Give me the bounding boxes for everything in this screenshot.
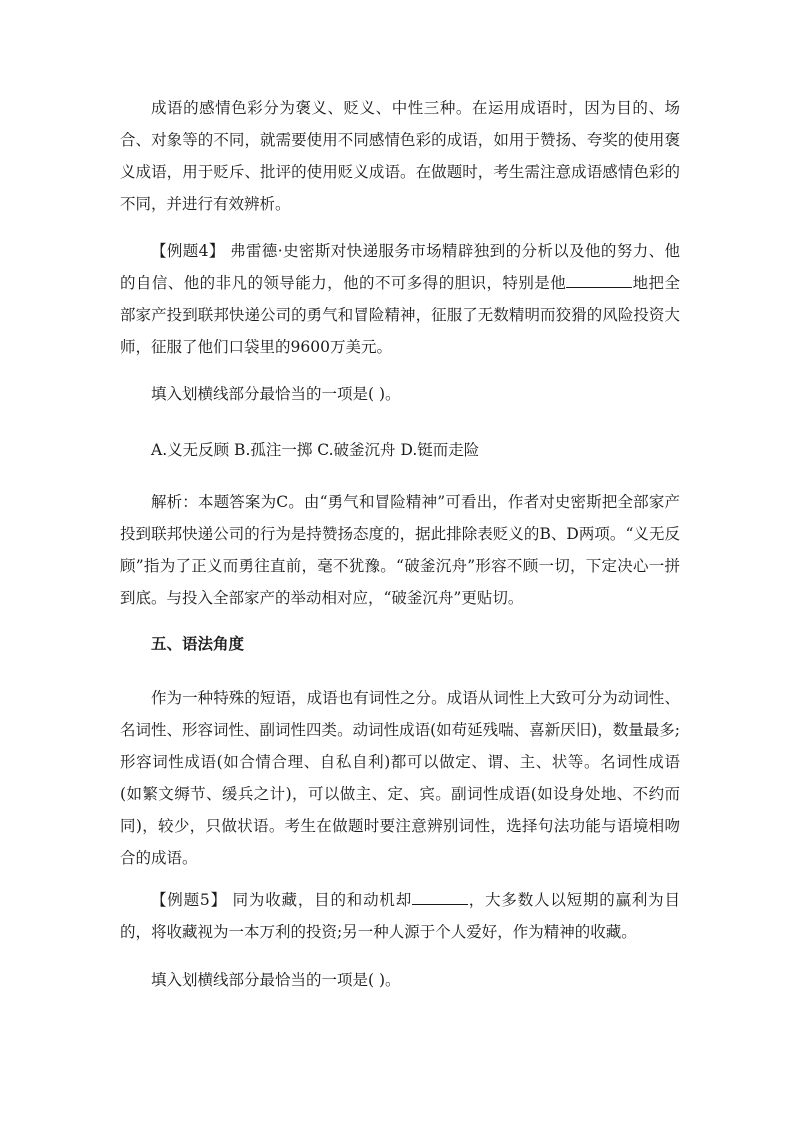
intro-paragraph: 成语的感情色彩分为褒义、贬义、中性三种。在运用成语时，因为目的、场合、对象等的不同，就需要使用不同感情色彩的成语，如用于赞扬、夸奖的使用褒义成语，用于贬斥、批评的使用贬义成语。在做题时，考生需注意成语感情色彩的不同，并进行有效辨析。 [120,99,680,213]
example-4-options: A.义无反顾 B.孤注一掷 C.破釜沉舟 D.铤而走险 [151,441,480,459]
example-4-question [120,235,680,363]
section-5-body: 作为一种特殊的短语，成语也有词性之分。成语从词性上大致可分为动词性、名词性、形容词性、副词性四类。动词性成语(如苟延残喘、喜新厌旧)，数量最多;形容词性成语(如合情合理、自私自利)都可以做定、谓、主、状等。名词性成语(如繁文缛节、缓兵之计)，可以做主、定、宾。副词性成语(如设身处地、不约而同)，较少，只做状语。考生在做题时要注意辨别词性，选择句法功能与语境相吻合的成语。 [120,689,680,867]
section-5-heading: 五、语法角度 [151,634,245,653]
example-5-prompt: 填入划横线部分最恰当的一项是( )。 [151,971,401,989]
example-4-blank [566,269,632,288]
example-4-analysis: 解析：本题答案为C。由“勇气和冒险精神”可看出，作者对史密斯把全部家产投到联邦快递公司的行为是持赞扬态度的，据此排除表贬义的B、D两项。“义无反顾”指为了正义而勇往直前，毫不犹豫。“破釜沉舟”形容不顾一切，下定决心一拼到底。与投入全部家产的举动相对应，“破釜沉舟”更贴切。 [120,493,680,607]
example-4-text-before-blank: 【例题4】 弗雷德·史密斯对快递服务市场精辟独到的分析以及他的努力、他的自信、他的非凡的领导能力，他的不可多得的胆识，特别是他 [120,242,680,292]
example-5-text-after-blank: ，大多数人以短期的赢利为目的，将收藏视为一本万利的投资;另一种人源于个人爱好，作为精神的收藏。 [120,891,680,941]
example-5-question [120,884,680,948]
example-5-blank [412,886,468,905]
example-5-text-before-blank: 【例题5】 同为收藏，目的和动机却 [151,891,412,909]
example-4-prompt: 填入划横线部分最恰当的一项是( )。 [151,385,401,403]
example-4-text-after-blank: 地把全部家产投到联邦快递公司的勇气和冒险精神，征服了无数精明而狡猾的风险投资大师，征服了他们口袋里的9600万美元。 [120,274,680,356]
